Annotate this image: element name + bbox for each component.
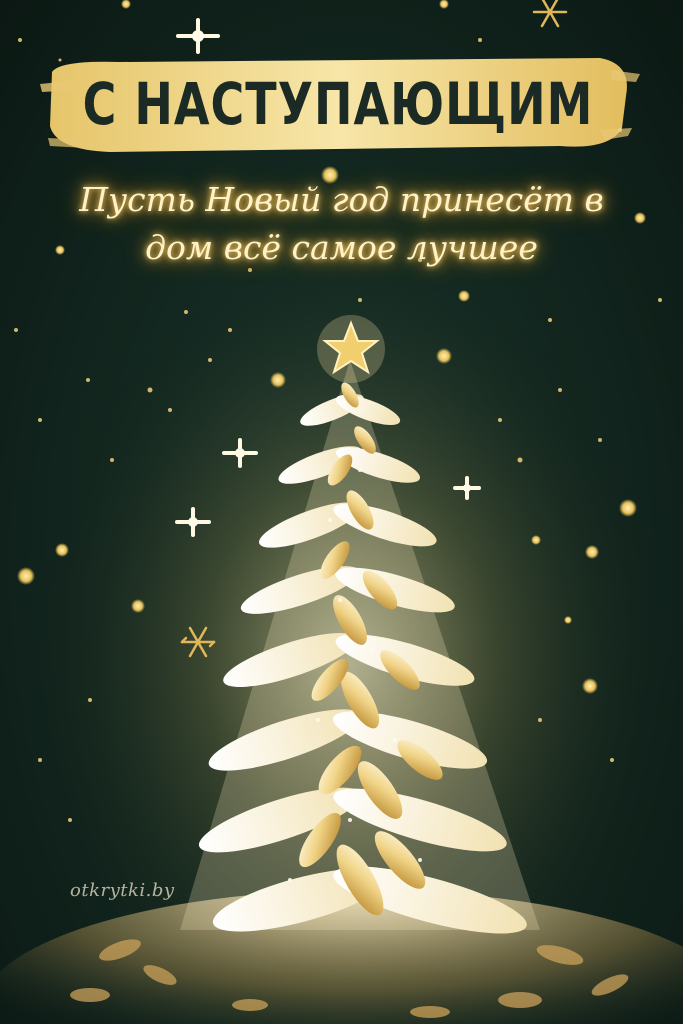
greeting-wish: Пусть Новый год принесёт в дом всё самое лучшее: [79, 180, 604, 267]
bokeh-light: [585, 545, 599, 559]
snowflake-icon: [534, 0, 566, 26]
site-watermark: otkrytki.by: [70, 880, 175, 901]
greeting-title: С НАСТУПАЮЩИМ: [82, 70, 594, 138]
sparkle-icon: [176, 18, 220, 54]
bokeh-light: [564, 616, 572, 624]
bokeh-light: [17, 567, 35, 585]
bokeh-light: [458, 290, 470, 302]
bokeh-light: [531, 535, 541, 545]
bokeh-light: [436, 348, 452, 364]
bokeh-light: [121, 0, 131, 9]
bokeh-light: [619, 499, 637, 517]
bokeh-light: [439, 0, 449, 9]
star-topper-icon: [317, 315, 385, 383]
bokeh-light: [582, 678, 598, 694]
bokeh-light: [634, 212, 646, 224]
bokeh-light: [55, 543, 69, 557]
bokeh-light: [270, 372, 286, 388]
bokeh-light: [131, 599, 145, 613]
